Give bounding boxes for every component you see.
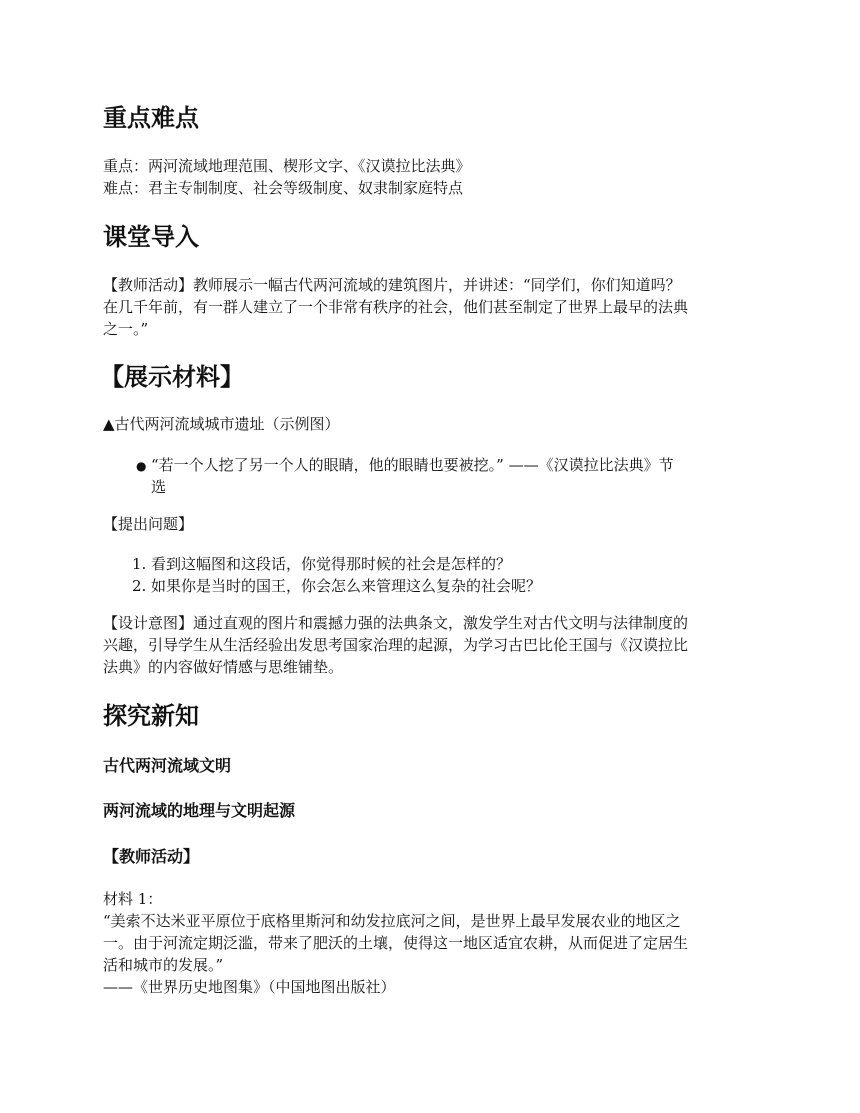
materials-heading: 【展示材料】: [100, 363, 244, 391]
explore-heading: 探究新知: [103, 702, 199, 730]
intro-line: 在几千年前，有一群人建立了一个非常有秩序的社会，他们甚至制定了世界上最早的法典: [103, 298, 689, 316]
design-intent-line: 兴趣，引导学生从生活经验出发思考国家治理的起源，为学习古巴比伦王国与《汉谟拉比: [103, 636, 689, 654]
question-1: 看到这幅图和这段话，你觉得那时候的社会是怎样的？: [151, 555, 512, 573]
bullet-quote: [151, 454, 761, 498]
material-text: [103, 910, 763, 976]
list-item-number: 2.: [132, 577, 147, 595]
image-caption: ▲古代两河流域城市遗址（示例图）: [103, 415, 340, 433]
intro-teacher-activity: [103, 274, 763, 340]
material-line: “美索不达米亚平原位于底格里斯河和幼发拉底河之间，是世界上最早发展农业的地区之: [103, 912, 681, 930]
questions-label: 【提出问题】: [103, 515, 194, 533]
design-intent-line: 法典》的内容做好情感与思维铺垫。: [103, 658, 344, 676]
material-line: 一。由于河流定期泛滥，带来了肥沃的土壤，使得这一地区适宜农耕，从而促进了定居生: [103, 934, 689, 952]
intro-line: 之一。”: [103, 320, 149, 338]
list-item-number: 1.: [132, 555, 147, 573]
intro-heading: 课堂导入: [103, 223, 199, 251]
question-2: 如果你是当时的国王，你会怎么来管理这么复杂的社会呢？: [151, 577, 542, 595]
material-label: 材料 1：: [103, 890, 163, 908]
quote-line: 选: [151, 478, 167, 496]
focus-text: 重点：两河流域地理范围、楔形文字、《汉谟拉比法典》: [103, 157, 471, 175]
bullet-icon: ●: [136, 459, 147, 473]
quote-line: “若一个人挖了另一个人的眼睛，他的眼睛也要被挖。” ——《汉谟拉比法典》节: [151, 456, 674, 474]
explore-subheading: 古代两河流域文明: [103, 756, 232, 775]
material-line: 活和城市的发展。”: [103, 956, 224, 974]
design-intent-line: 【设计意图】通过直观的图片和震撼力强的法典条文，激发学生对古代文明与法律制度的: [103, 614, 689, 632]
key-points-heading: 重点难点: [103, 104, 199, 132]
teacher-activity-label: 【教师活动】: [103, 847, 200, 866]
difficulty-text: 难点：君主专制制度、社会等级制度、奴隶制家庭特点: [103, 179, 464, 197]
design-intent: [103, 612, 763, 678]
intro-line: 【教师活动】教师展示一幅古代两河流域的建筑图片，并讲述：“同学们，你们知道吗？: [103, 276, 681, 294]
material-source: ——《世界历史地图集》（中国地图出版社）: [103, 978, 396, 996]
explore-subsubheading: 两河流域的地理与文明起源: [103, 801, 296, 820]
